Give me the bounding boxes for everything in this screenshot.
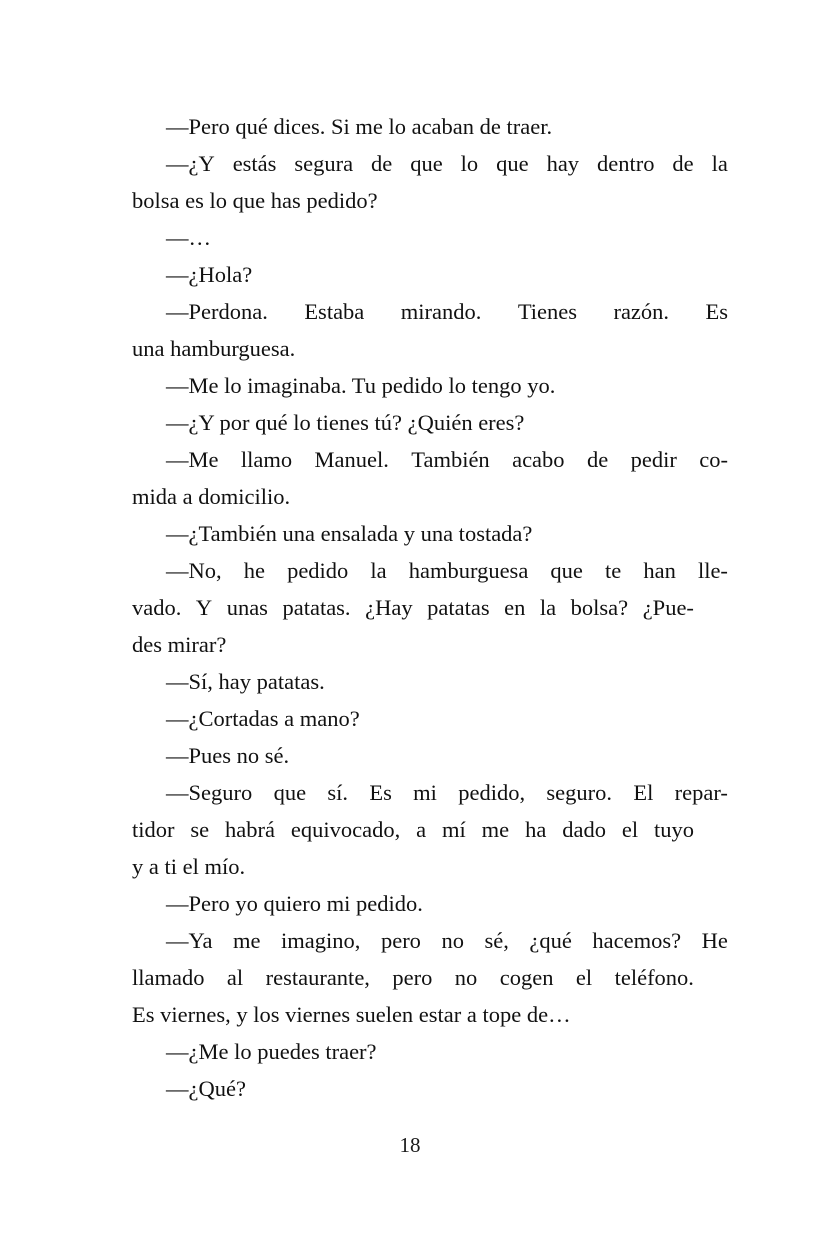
word: de <box>371 151 393 176</box>
word: dentro <box>597 151 655 176</box>
word: tuyo <box>653 817 694 842</box>
word: han <box>643 558 676 583</box>
page-number: 18 <box>399 1133 421 1157</box>
word: a <box>416 817 427 842</box>
word: acabo <box>512 447 565 472</box>
word: El <box>633 780 654 805</box>
paragraph <box>132 367 694 404</box>
word: se <box>190 817 210 842</box>
text-line: —¿También una ensalada y una tostada? <box>166 521 533 546</box>
word: He <box>701 928 728 953</box>
text-line: —Sí, hay patatas. <box>166 669 325 694</box>
paragraph <box>132 737 694 774</box>
text-line: —¿Cortadas a mano? <box>166 706 360 731</box>
text-line: y a ti el mío. <box>132 854 246 879</box>
paragraph <box>132 404 694 441</box>
paragraph <box>132 700 694 737</box>
word: —Seguro <box>166 780 253 805</box>
paragraph <box>132 552 728 663</box>
word: al <box>226 965 244 990</box>
word: unas <box>226 595 268 620</box>
word: Manuel. <box>314 447 389 472</box>
word: no <box>454 965 478 990</box>
word: ha <box>525 817 547 842</box>
paragraph <box>132 219 694 256</box>
word: hamburguesa <box>408 558 529 583</box>
word: hacemos? <box>592 928 682 953</box>
paragraph <box>132 1033 694 1070</box>
text-line: —¿Me lo puedes traer? <box>166 1039 377 1064</box>
text-line: —Pero qué dices. Si me lo acaban de traer. <box>166 114 553 139</box>
word: —Perdona. <box>166 299 268 324</box>
word: ¿Pue- <box>642 595 694 620</box>
text-line: —… <box>166 225 211 250</box>
word: te <box>605 558 622 583</box>
text-line <box>132 441 728 478</box>
text-line: des mirar? <box>132 632 227 657</box>
paragraph <box>132 441 728 515</box>
word: la <box>711 151 728 176</box>
word: que <box>273 780 307 805</box>
word: lle- <box>697 558 728 583</box>
paragraph <box>132 293 728 367</box>
word: de <box>586 447 609 472</box>
word: el <box>575 965 593 990</box>
word: estás <box>232 151 277 176</box>
word: pero <box>392 965 433 990</box>
paragraph <box>132 922 728 1033</box>
text-line: —Pero yo quiero mi pedido. <box>166 891 423 916</box>
word: pedido <box>287 558 349 583</box>
word: ¿Hay <box>365 595 413 620</box>
word: Es <box>369 780 392 805</box>
word: vado. <box>132 595 182 620</box>
paragraph <box>132 108 694 145</box>
word: tidor <box>132 817 175 842</box>
text-line: —¿Y por qué lo tienes tú? ¿Quién eres? <box>166 410 525 435</box>
word: Y <box>195 595 213 620</box>
word: restaurante, <box>265 965 370 990</box>
word: me <box>481 817 510 842</box>
word: me <box>233 928 261 953</box>
word: bolsa? <box>570 595 629 620</box>
word: co- <box>699 447 728 472</box>
word: llamo <box>240 447 293 472</box>
paragraph <box>132 885 694 922</box>
word: teléfono. <box>614 965 694 990</box>
text-line <box>132 552 728 589</box>
paragraph <box>132 145 728 219</box>
word: llamado <box>132 965 205 990</box>
word: hay <box>546 151 580 176</box>
word: pedir <box>630 447 677 472</box>
word: Es <box>705 299 728 324</box>
word: lo <box>460 151 479 176</box>
word: habrá <box>225 817 275 842</box>
word: mirando. <box>400 299 482 324</box>
word: equivocado, <box>290 817 401 842</box>
word: que <box>550 558 583 583</box>
word: no <box>441 928 464 953</box>
page-text-block <box>132 108 728 1107</box>
text-line <box>132 145 728 182</box>
word: cogen <box>499 965 554 990</box>
word: —No, <box>166 558 222 583</box>
text-line: —Me lo imaginaba. Tu pedido lo tengo yo. <box>166 373 556 398</box>
paragraph <box>132 663 694 700</box>
word: que <box>496 151 529 176</box>
text-line: —Pues no sé. <box>166 743 290 768</box>
paragraph <box>132 774 728 885</box>
word: el <box>621 817 639 842</box>
text-line: —¿Qué? <box>166 1076 246 1101</box>
word: razón. <box>613 299 670 324</box>
text-line <box>132 589 694 626</box>
word: ¿qué <box>529 928 572 953</box>
text-line <box>132 922 728 959</box>
word: sé, <box>484 928 509 953</box>
word: repar- <box>674 780 728 805</box>
paragraph <box>132 256 694 293</box>
word: segura <box>294 151 354 176</box>
word: pedido, <box>458 780 526 805</box>
word: seguro. <box>546 780 613 805</box>
word: Estaba <box>304 299 365 324</box>
word: —¿Y <box>166 151 215 176</box>
text-line: Es viernes, y los viernes suelen estar a tope de… <box>132 1002 571 1027</box>
word: imagino, <box>281 928 361 953</box>
text-line <box>132 293 728 330</box>
word: Tienes <box>517 299 577 324</box>
text-line: una hamburguesa. <box>132 336 296 361</box>
word: he <box>243 558 265 583</box>
word: patatas <box>427 595 490 620</box>
word: mi <box>413 780 437 805</box>
word: en <box>504 595 526 620</box>
text-line: mida a domicilio. <box>132 484 291 509</box>
text-line <box>132 811 694 848</box>
paragraph <box>132 515 694 552</box>
word: sí. <box>327 780 349 805</box>
text-line: bolsa es lo que has pedido? <box>132 188 378 213</box>
word: la <box>370 558 387 583</box>
word: pero <box>380 928 421 953</box>
text-line <box>132 774 728 811</box>
paragraph <box>132 1070 694 1107</box>
word: la <box>539 595 557 620</box>
word: —Me <box>166 447 219 472</box>
word: mí <box>442 817 466 842</box>
word: que <box>410 151 443 176</box>
word: dado <box>562 817 606 842</box>
text-line <box>132 959 694 996</box>
word: patatas. <box>282 595 351 620</box>
text-line: —¿Hola? <box>166 262 253 287</box>
word: de <box>672 151 694 176</box>
word: También <box>411 447 490 472</box>
word: —Ya <box>166 928 213 953</box>
